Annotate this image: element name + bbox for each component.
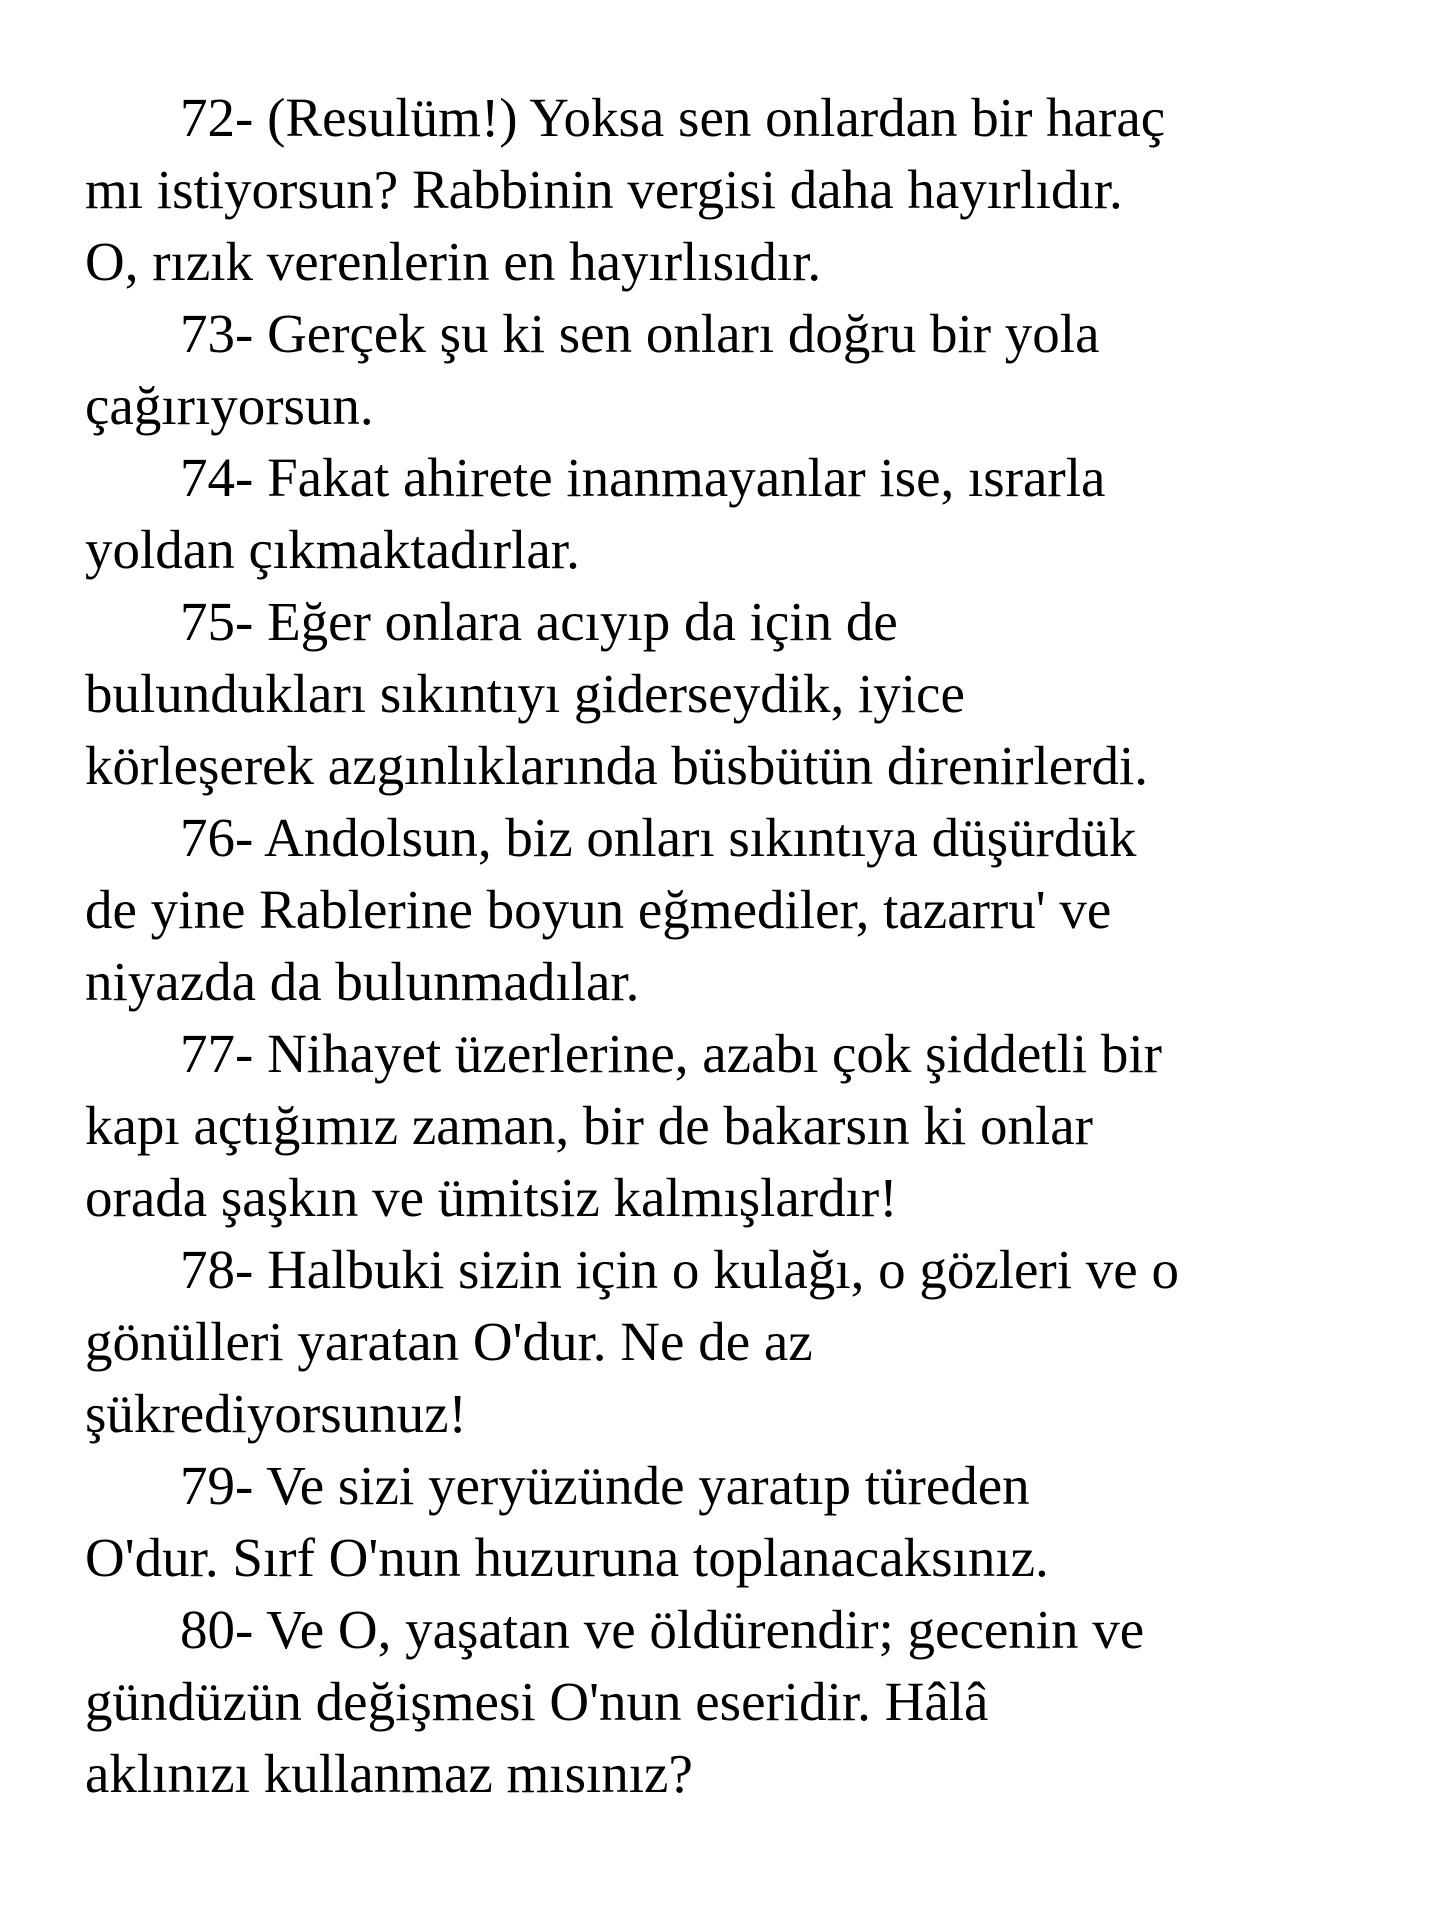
verse-79: 79- Ve sizi yeryüzünde yaratıp türeden O'dur. Sırf O'nun huzuruna toplanacaksınız. — [85, 1455, 1049, 1588]
verse-77: 77- Nihayet üzerlerine, azabı çok şiddetli bir kapı açtığımız zaman, bir de bakarsın ki onlar orada şaşkın ve ümitsiz kalmışlardır! — [85, 1023, 1162, 1228]
verse-74: 74- Fakat ahirete inanmayanlar ise, ısrarla yoldan çıkmaktadırlar. — [85, 447, 1106, 580]
verse-78: 78- Halbuki sizin için o kulağı, o gözleri ve o gönülleri yaratan O'dur. Ne de az şükrediyorsunuz! — [85, 1239, 1179, 1444]
verse-80: 80- Ve O, yaşatan ve öldürendir; gecenin ve gündüzün değişmesi O'nun eseridir. Hâlâ aklınızı kullanmaz mısınız? — [85, 1599, 1145, 1804]
verse-72: 72- (Resulüm!) Yoksa sen onlardan bir haraç mı istiyorsun? Rabbinin vergisi daha hayırlıdır. O, rızık verenlerin en hayırlısıdır. — [85, 87, 1166, 292]
document-page — [85, 82, 1415, 1810]
verse-76: 76- Andolsun, biz onları sıkıntıya düşürdük de yine Rablerine boyun eğmediler, tazarru' ve niyazda da bulunmadılar. — [85, 807, 1137, 1012]
verse-75: 75- Eğer onlara acıyıp da için de bulundukları sıkıntıyı giderseydik, iyice körleşerek azgınlıklarında büsbütün direnirlerdi. — [85, 591, 1148, 796]
verse-73: 73- Gerçek şu ki sen onları doğru bir yola çağırıyorsun. — [85, 303, 1100, 436]
